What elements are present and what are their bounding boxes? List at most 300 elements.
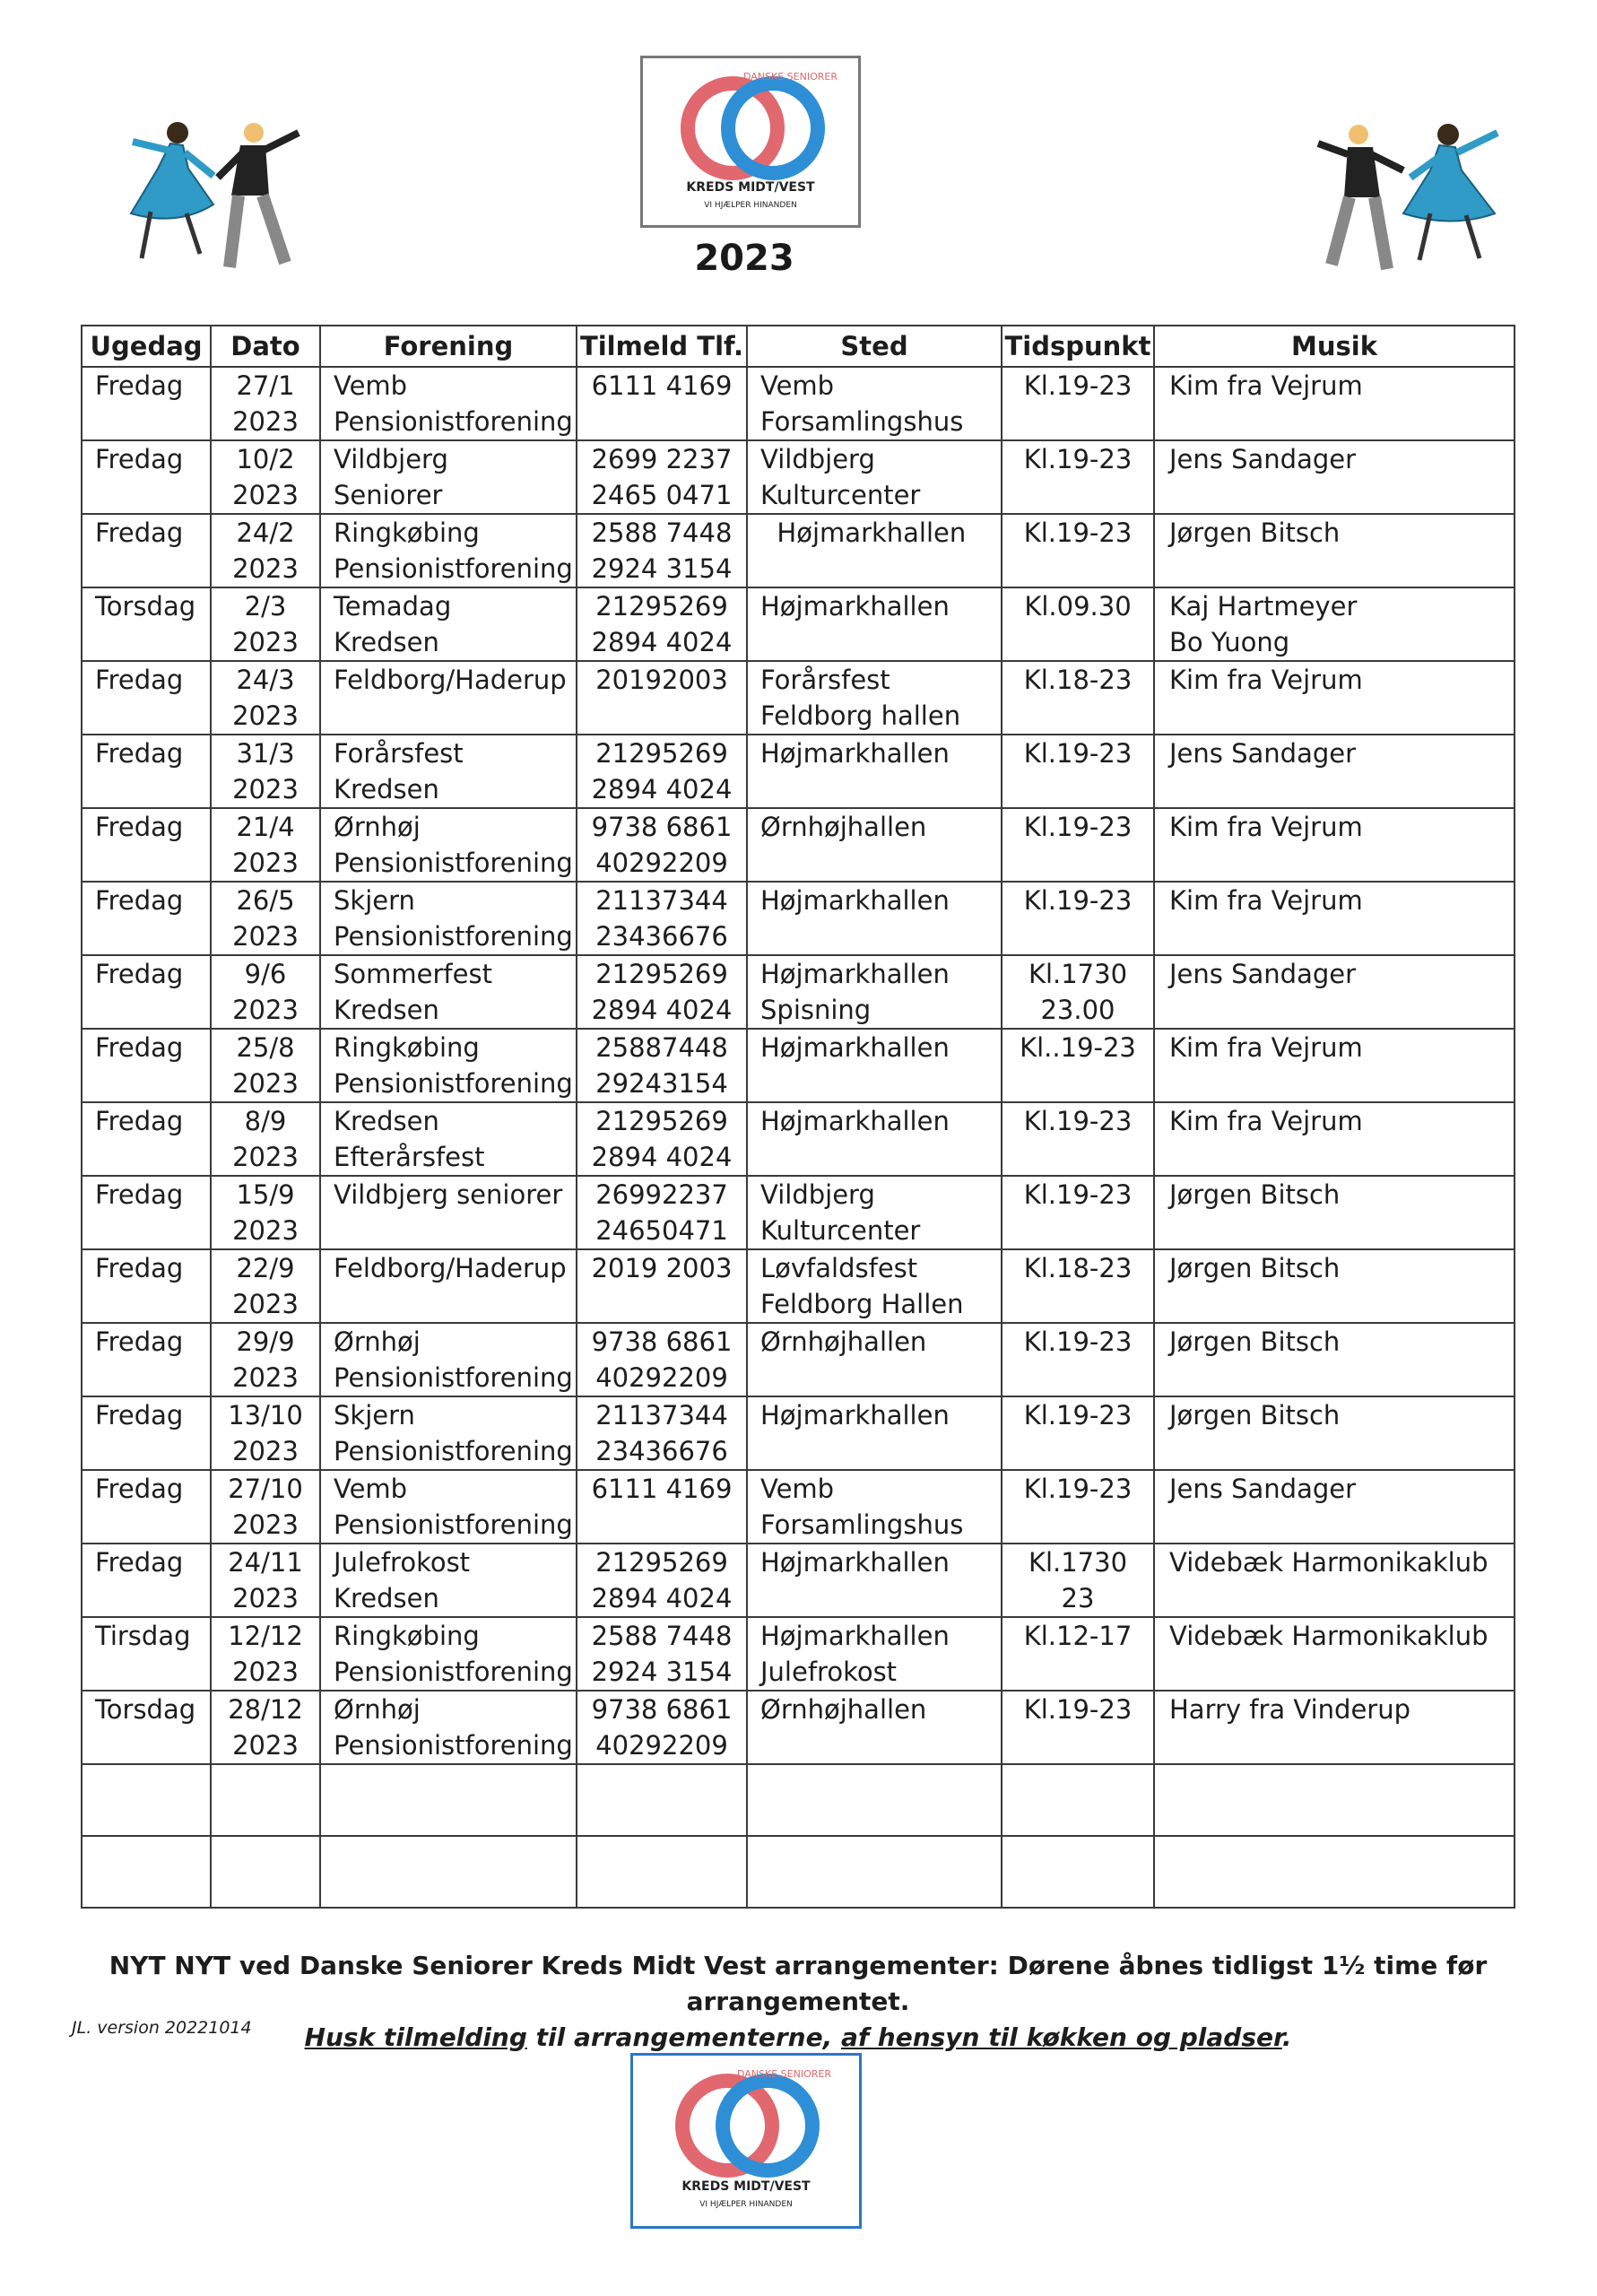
cell-dato-line: 2/3 [244,591,287,622]
table-row [82,1617,1515,1691]
empty-cell [747,1836,1002,1908]
cell-ugedag-line: Fredag [95,812,184,842]
cell-musik [1154,661,1515,735]
cell-dato-line: 2023 [232,1509,299,1540]
cell-dato-line: 2023 [232,921,299,952]
cell-tidspunkt-line: Kl.19-23 [1023,444,1133,474]
cell-tidspunkt [1002,1617,1154,1691]
cell-musik [1154,1691,1515,1764]
cell-dato-line: 2023 [232,1583,299,1613]
cell-forening [320,955,577,1029]
cell-ugedag-line: Fredag [95,738,184,769]
cell-musik [1154,955,1515,1029]
notice-text-middle: til arrangementerne, [526,2022,841,2052]
cell-dato [211,661,320,735]
cell-tilmeld-tlf [577,587,747,661]
cell-dato [211,1249,320,1323]
cell-tilmeld-tlf [577,882,747,955]
cell-tidspunkt [1002,440,1154,514]
cell-musik-line: Jens Sandager [1169,959,1357,989]
cell-tilmeld-tlf-line: 2588 7448 [591,517,733,548]
cell-dato-line: 24/11 [228,1547,303,1578]
cell-ugedag-line: Fredag [95,885,184,916]
cell-forening [320,1102,577,1176]
cell-tidspunkt-line: Kl.19-23 [1023,738,1133,769]
cell-dato-line: 27/10 [228,1474,303,1504]
cell-musik-line: Kim fra Vejrum [1169,665,1363,695]
cell-musik-line: Videbæk Harmonikaklub [1169,1621,1489,1651]
cell-tidspunkt [1002,1102,1154,1176]
cell-ugedag-line: Fredag [95,1106,184,1136]
empty-cell [1154,1764,1515,1836]
cell-sted-line: Løvfaldsfest [760,1253,918,1283]
cell-dato-line: 2023 [232,480,299,510]
dancers-icon [115,106,321,285]
table-row [82,1249,1515,1323]
cell-ugedag-line: Fredag [95,1474,184,1504]
table-row [82,587,1515,661]
cell-tilmeld-tlf [577,514,747,587]
notice-text-end: . [1281,2022,1292,2052]
cell-musik [1154,882,1515,955]
table-row [82,367,1515,440]
cell-sted [747,1029,1002,1102]
cell-tidspunkt [1002,955,1154,1029]
cell-tidspunkt-line: Kl.19-23 [1023,370,1133,401]
column-header-forening: Forening [320,326,577,367]
cell-forening-line: Ørnhøj [334,1326,421,1357]
cell-sted-line: Forsamlingshus [760,406,964,437]
cell-tidspunkt-line: Kl.19-23 [1023,1179,1133,1210]
cell-tilmeld-tlf-line: 2019 2003 [591,1253,733,1283]
cell-ugedag-line: Fredag [95,959,184,989]
cell-forening-line: Julefrokost [334,1547,471,1578]
cell-musik-line: Jens Sandager [1169,738,1357,769]
event-schedule-table [81,325,1515,1909]
cell-musik-line: Kim fra Vejrum [1169,370,1363,401]
organisation-logo-top [640,56,861,228]
cell-dato [211,955,320,1029]
cell-forening-line: Skjern [334,885,415,916]
logo-arc-text: DANSKE SENIORER [743,71,838,83]
cell-dato-line: 2023 [232,774,299,804]
cell-dato-line: 2023 [232,1362,299,1393]
cell-tilmeld-tlf-line: 2465 0471 [591,480,733,510]
cell-tilmeld-tlf-line: 2894 4024 [591,774,733,804]
cell-ugedag [82,1470,211,1544]
cell-sted-line: Ørnhøjhallen [760,1694,927,1725]
cell-ugedag [82,1691,211,1764]
cell-tilmeld-tlf [577,1176,747,1249]
cell-forening-line: Pensionistforening [334,921,573,952]
dancers-icon [1305,108,1511,287]
empty-cell [211,1764,320,1836]
cell-dato-line: 2023 [232,848,299,878]
cell-musik [1154,587,1515,661]
empty-cell [577,1836,747,1908]
cell-tilmeld-tlf [577,735,747,808]
empty-cell [1002,1764,1154,1836]
column-header-musik: Musik [1154,326,1515,367]
cell-dato-line: 27/1 [236,370,295,401]
cell-sted-line: Højmarkhallen [760,1106,950,1136]
cell-forening-line: Pensionistforening [334,1509,573,1540]
cell-musik [1154,367,1515,440]
cell-musik-line: Jørgen Bitsch [1169,1326,1341,1357]
cell-forening-line: Skjern [334,1400,415,1431]
cell-musik-line: Bo Yuong [1169,627,1290,657]
cell-ugedag-line: Fredag [95,665,184,695]
cell-tilmeld-tlf-line: 2894 4024 [591,1583,733,1613]
cell-ugedag [82,1029,211,1102]
empty-cell [211,1836,320,1908]
cell-musik [1154,1396,1515,1470]
cell-tilmeld-tlf-line: 40292209 [595,1730,728,1761]
cell-forening-line: Temadag [334,591,452,622]
table-row [82,661,1515,735]
cell-musik-line: Kim fra Vejrum [1169,1032,1363,1063]
cell-forening-line: Vemb [334,1474,408,1504]
logo-name: KREDS MIDT/VEST [681,2179,811,2194]
cell-forening-line: Pensionistforening [334,1362,573,1393]
cell-tidspunkt-line: Kl.09.30 [1024,591,1132,622]
cell-sted-line: Vildbjerg [760,444,875,474]
cell-forening [320,1544,577,1617]
cell-forening [320,1691,577,1764]
cell-forening-line: Feldborg/Haderup [334,665,567,695]
cell-sted [747,1323,1002,1396]
cell-tidspunkt-line: Kl..19-23 [1020,1032,1136,1063]
cell-sted-line: Julefrokost [760,1657,898,1687]
cell-musik-line: Jens Sandager [1169,444,1357,474]
notice-highlight-signup: Husk tilmelding [304,2022,527,2052]
cell-sted-line: Forårsfest [760,665,890,695]
cell-forening-line: Pensionistforening [334,553,573,584]
cell-sted-line: Kulturcenter [760,1215,921,1246]
empty-cell [1002,1836,1154,1908]
cell-musik [1154,1176,1515,1249]
cell-tilmeld-tlf-line: 2894 4024 [591,627,733,657]
cell-tilmeld-tlf [577,808,747,882]
cell-ugedag [82,1176,211,1249]
cell-tidspunkt [1002,808,1154,882]
cell-musik-line: Jørgen Bitsch [1169,1179,1341,1210]
cell-dato [211,1544,320,1617]
cell-sted-line: Højmarkhallen [760,591,950,622]
empty-table-row [82,1836,1515,1908]
cell-tilmeld-tlf [577,440,747,514]
cell-tilmeld-tlf [577,1396,747,1470]
cell-tidspunkt [1002,1249,1154,1323]
cell-dato-line: 24/2 [236,517,295,548]
empty-cell [320,1836,577,1908]
cell-dato [211,1176,320,1249]
cell-forening [320,587,577,661]
cell-musik [1154,440,1515,514]
cell-sted-line: Ørnhøjhallen [760,1326,927,1357]
cell-forening-line: Vildbjerg [334,444,448,474]
cell-sted-line: Vemb [760,1474,835,1504]
cell-dato-line: 29/9 [236,1326,295,1357]
empty-table-row [82,1764,1515,1836]
cell-tidspunkt-line: Kl.19-23 [1023,885,1133,916]
cell-tidspunkt [1002,1544,1154,1617]
cell-sted [747,440,1002,514]
cell-forening [320,1029,577,1102]
cell-forening-line: Pensionistforening [334,1068,573,1099]
cell-dato-line: 2023 [232,995,299,1025]
table-row [82,882,1515,955]
cell-sted-line: Højmarkhallen [760,1547,950,1578]
cell-tilmeld-tlf-line: 23436676 [595,1436,728,1466]
cell-dato [211,882,320,955]
cell-forening-line: Forårsfest [334,738,464,769]
cell-tidspunkt [1002,1323,1154,1396]
cell-musik-line: Harry fra Vinderup [1169,1694,1411,1725]
cell-musik [1154,1470,1515,1544]
cell-sted [747,882,1002,955]
cell-sted-line: Højmarkhallen [760,959,950,989]
cell-tidspunkt [1002,1176,1154,1249]
cell-dato-line: 10/2 [236,444,295,474]
cell-tidspunkt-line: Kl.19-23 [1023,1106,1133,1136]
cell-dato-line: 2023 [232,406,299,437]
cell-forening [320,661,577,735]
cell-sted [747,1176,1002,1249]
cell-musik [1154,1102,1515,1176]
cell-sted [747,1249,1002,1323]
cell-tidspunkt [1002,514,1154,587]
version-label: JL. version 20221014 [72,2018,252,2038]
cell-dato [211,440,320,514]
table-row [82,1396,1515,1470]
empty-cell [82,1764,211,1836]
cell-forening-line: Kredsen [334,1106,439,1136]
logo-arc-text: DANSKE SENIORER [737,2068,831,2080]
cell-ugedag-line: Fredag [95,1032,184,1063]
cell-tilmeld-tlf-line: 21295269 [595,738,728,769]
cell-tilmeld-tlf [577,1249,747,1323]
cell-musik [1154,1544,1515,1617]
cell-tidspunkt-line: Kl.19-23 [1023,517,1133,548]
cell-ugedag [82,955,211,1029]
cell-tilmeld-tlf-line: 21295269 [595,959,728,989]
cell-forening-line: Ringkøbing [334,1621,480,1651]
cell-ugedag-line: Tirsdag [95,1621,191,1651]
cell-tilmeld-tlf [577,1323,747,1396]
cell-sted [747,1544,1002,1617]
cell-sted-line: Højmarkhallen [760,1400,950,1431]
cell-forening-line: Kredsen [334,1583,439,1613]
cell-dato [211,514,320,587]
cell-sted [747,955,1002,1029]
cell-forening-line: Ørnhøj [334,1694,421,1725]
cell-tilmeld-tlf-line: 24650471 [595,1215,728,1246]
cell-forening-line: Pensionistforening [334,1657,573,1687]
cell-tidspunkt-line: Kl.18-23 [1023,665,1133,695]
notice-line-2 [72,2020,1524,2056]
cell-forening-line: Pensionistforening [334,1730,573,1761]
cell-dato [211,1396,320,1470]
cell-ugedag [82,882,211,955]
cell-dato-line: 26/5 [236,885,295,916]
cell-ugedag [82,1544,211,1617]
cell-tilmeld-tlf [577,1470,747,1544]
cell-sted [747,1691,1002,1764]
cell-tilmeld-tlf-line: 20192003 [595,665,728,695]
cell-forening [320,367,577,440]
cell-sted-line: Forsamlingshus [760,1509,964,1540]
cell-tilmeld-tlf-line: 21137344 [595,1400,728,1431]
cell-tidspunkt-line: Kl.1730 [1028,1547,1128,1578]
cell-dato-line: 9/6 [244,959,287,989]
cell-ugedag-line: Fredag [95,1326,184,1357]
cell-forening [320,1396,577,1470]
cell-forening-line: Efterårsfest [334,1142,485,1172]
cell-sted [747,514,1002,587]
cell-forening-line: Pensionistforening [334,1436,573,1466]
cell-forening [320,1249,577,1323]
cell-tilmeld-tlf-line: 9738 6861 [591,812,733,842]
cell-forening [320,882,577,955]
notice-line-1: NYT NYT ved Danske Seniorer Kreds Midt Vest arrangementer: Dørene åbnes tidligst 1½ time før arrangementet. [108,1951,1488,2016]
cell-ugedag-line: Fredag [95,1547,184,1578]
cell-dato-line: 31/3 [236,738,295,769]
table-row [82,808,1515,882]
cell-tilmeld-tlf [577,955,747,1029]
cell-dato-line: 15/9 [236,1179,295,1210]
empty-cell [1154,1836,1515,1908]
cell-forening [320,1323,577,1396]
cell-forening [320,808,577,882]
cell-sted [747,1617,1002,1691]
cell-sted [747,1102,1002,1176]
cell-tidspunkt [1002,1691,1154,1764]
page-title-year: 2023 [694,238,794,279]
cell-forening-line: Ørnhøj [334,812,421,842]
cell-tidspunkt [1002,882,1154,955]
cell-musik-line: Kim fra Vejrum [1169,885,1363,916]
cell-tilmeld-tlf-line: 6111 4169 [591,1474,733,1504]
cell-tilmeld-tlf-line: 23436676 [595,921,728,952]
cell-dato-line: 21/4 [236,812,295,842]
cell-dato-line: 2023 [232,1068,299,1099]
cell-dato [211,1617,320,1691]
cell-tidspunkt-line: 23.00 [1040,995,1115,1025]
cell-forening-line: Ringkøbing [334,1032,480,1063]
column-header-dato: Dato [211,326,320,367]
cell-tilmeld-tlf [577,1102,747,1176]
cell-tilmeld-tlf-line: 2588 7448 [591,1621,733,1651]
cell-musik-line: Jørgen Bitsch [1169,517,1341,548]
cell-tilmeld-tlf-line: 29243154 [595,1068,728,1099]
cell-musik [1154,514,1515,587]
cell-tilmeld-tlf [577,1544,747,1617]
cell-sted-line: Vildbjerg [760,1179,875,1210]
cell-musik-line: Kaj Hartmeyer [1169,591,1358,622]
cell-tilmeld-tlf-line: 25887448 [595,1032,728,1063]
cell-dato-line: 25/8 [236,1032,295,1063]
empty-cell [747,1764,1002,1836]
notice-text [72,1948,1524,2056]
cell-musik-line: Kim fra Vejrum [1169,1106,1363,1136]
cell-dato [211,1029,320,1102]
cell-musik-line: Kim fra Vejrum [1169,812,1363,842]
cell-dato [211,1323,320,1396]
cell-forening-line: Kredsen [334,627,439,657]
table-row [82,955,1515,1029]
table-row [82,1470,1515,1544]
cell-dato-line: 2023 [232,553,299,584]
cell-sted [747,1470,1002,1544]
cell-tidspunkt-line: Kl.19-23 [1023,1474,1133,1504]
cell-tidspunkt-line: Kl.19-23 [1023,1694,1133,1725]
cell-tidspunkt [1002,661,1154,735]
cell-dato-line: 22/9 [236,1253,295,1283]
dancing-couple-illustration-left [115,106,321,285]
cell-dato-line: 2023 [232,1730,299,1761]
cell-tilmeld-tlf-line: 40292209 [595,848,728,878]
cell-musik [1154,1029,1515,1102]
cell-tidspunkt [1002,735,1154,808]
cell-forening-line: Sommerfest [334,959,492,989]
cell-dato [211,367,320,440]
table-row [82,735,1515,808]
cell-forening [320,440,577,514]
table-row [82,1176,1515,1249]
cell-sted-line: Kulturcenter [760,480,921,510]
cell-sted-line: Højmarkhallen [760,517,967,548]
table-row [82,514,1515,587]
cell-tidspunkt-line: Kl.19-23 [1023,1400,1133,1431]
cell-forening [320,1470,577,1544]
cell-ugedag [82,735,211,808]
cell-sted [747,1396,1002,1470]
table-row [82,1029,1515,1102]
cell-tilmeld-tlf [577,1617,747,1691]
logo-tagline: VI HJÆLPER HINANDEN [699,2200,793,2209]
cell-tidspunkt-line: Kl.1730 [1028,959,1128,989]
cell-dato-line: 13/10 [228,1400,303,1431]
cell-tilmeld-tlf-line: 2699 2237 [591,444,733,474]
cell-forening [320,1176,577,1249]
column-header-tidspunkt: Tidspunkt [1002,326,1154,367]
cell-tidspunkt-line: Kl.19-23 [1023,1326,1133,1357]
dancing-couple-illustration-right [1305,108,1511,287]
cell-ugedag-line: Fredag [95,1179,184,1210]
cell-musik-line: Jens Sandager [1169,1474,1357,1504]
cell-sted [747,367,1002,440]
table-row [82,1691,1515,1764]
cell-ugedag [82,661,211,735]
cell-sted-line: Højmarkhallen [760,885,950,916]
cell-forening-line: Kredsen [334,995,439,1025]
cell-tilmeld-tlf-line: 9738 6861 [591,1694,733,1725]
cell-ugedag-line: Fredag [95,1253,184,1283]
cell-tidspunkt [1002,367,1154,440]
column-header-tilmeld-tlf: Tilmeld Tlf. [577,326,747,367]
cell-tilmeld-tlf-line: 2894 4024 [591,1142,733,1172]
cell-ugedag [82,440,211,514]
cell-tilmeld-tlf [577,367,747,440]
cell-ugedag [82,1102,211,1176]
cell-musik-line: Jørgen Bitsch [1169,1400,1341,1431]
column-header-sted: Sted [747,326,1002,367]
cell-forening-line: Vemb [334,370,408,401]
table-header-row [82,326,1515,367]
empty-cell [82,1836,211,1908]
cell-ugedag-line: Fredag [95,1400,184,1431]
